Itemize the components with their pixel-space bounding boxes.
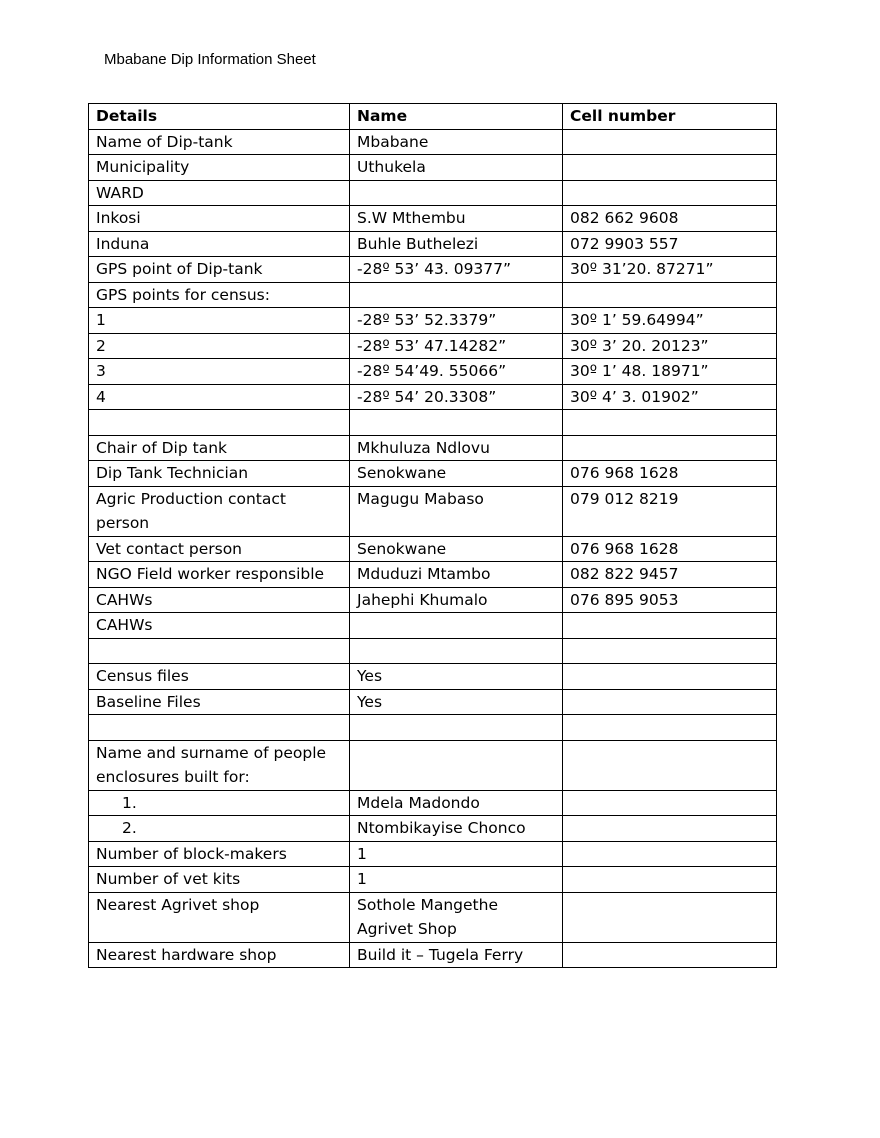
cell-number: 076 968 1628 bbox=[563, 461, 777, 487]
cell-name: Mkhuluza Ndlovu bbox=[350, 435, 563, 461]
cell-details: Chair of Dip tank bbox=[89, 435, 350, 461]
table-row bbox=[89, 867, 777, 893]
cell-number: 082 662 9608 bbox=[563, 206, 777, 232]
table-row bbox=[89, 664, 777, 690]
column-header-cell-number: Cell number bbox=[563, 104, 777, 130]
cell-number: 30º 3’ 20. 20123” bbox=[563, 333, 777, 359]
cell-details: Number of vet kits bbox=[89, 867, 350, 893]
cell-name: -28º 53’ 47.14282” bbox=[350, 333, 563, 359]
cell-details: Induna bbox=[89, 231, 350, 257]
table-row bbox=[89, 562, 777, 588]
cell-details: Inkosi bbox=[89, 206, 350, 232]
cell-name bbox=[350, 410, 563, 436]
cell-name: Yes bbox=[350, 664, 563, 690]
cell-name: -28º 53’ 52.3379” bbox=[350, 308, 563, 334]
table-row bbox=[89, 308, 777, 334]
cell-number bbox=[563, 715, 777, 741]
cell-name bbox=[350, 180, 563, 206]
cell-number: 079 012 8219 bbox=[563, 486, 777, 536]
cell-name: -28º 54’49. 55066” bbox=[350, 359, 563, 385]
table-row bbox=[89, 231, 777, 257]
cell-name bbox=[350, 282, 563, 308]
cell-details: Vet contact person bbox=[89, 536, 350, 562]
table-row bbox=[89, 942, 777, 968]
cell-number bbox=[563, 816, 777, 842]
table-row bbox=[89, 410, 777, 436]
cell-name: 1 bbox=[350, 841, 563, 867]
table-row bbox=[89, 359, 777, 385]
cell-number bbox=[563, 892, 777, 942]
table-row bbox=[89, 613, 777, 639]
cell-details: Number of block-makers bbox=[89, 841, 350, 867]
column-header-name: Name bbox=[350, 104, 563, 130]
cell-number: 076 968 1628 bbox=[563, 536, 777, 562]
cell-details: 2. bbox=[89, 816, 350, 842]
cell-name: Magugu Mabaso bbox=[350, 486, 563, 536]
cell-number bbox=[563, 740, 777, 790]
table-row bbox=[89, 486, 777, 536]
cell-name: Build it – Tugela Ferry bbox=[350, 942, 563, 968]
cell-details: 3 bbox=[89, 359, 350, 385]
cell-name bbox=[350, 740, 563, 790]
cell-details: NGO Field worker responsible bbox=[89, 562, 350, 588]
cell-details: GPS points for census: bbox=[89, 282, 350, 308]
cell-number bbox=[563, 282, 777, 308]
table-row bbox=[89, 257, 777, 283]
cell-name: Mduduzi Mtambo bbox=[350, 562, 563, 588]
cell-number: 30º 31’20. 87271” bbox=[563, 257, 777, 283]
cell-details: Baseline Files bbox=[89, 689, 350, 715]
cell-details: GPS point of Dip-tank bbox=[89, 257, 350, 283]
cell-number bbox=[563, 942, 777, 968]
column-header-details: Details bbox=[89, 104, 350, 130]
cell-number bbox=[563, 613, 777, 639]
cell-details: Agric Production contact person bbox=[89, 486, 350, 536]
cell-details bbox=[89, 410, 350, 436]
table-row bbox=[89, 892, 777, 942]
cell-details: 4 bbox=[89, 384, 350, 410]
cell-number bbox=[563, 410, 777, 436]
table-row bbox=[89, 790, 777, 816]
cell-name: -28º 53’ 43. 09377” bbox=[350, 257, 563, 283]
cell-name: Jahephi Khumalo bbox=[350, 587, 563, 613]
cell-details: 1. bbox=[89, 790, 350, 816]
cell-name: Ntombikayise Chonco bbox=[350, 816, 563, 842]
cell-number bbox=[563, 867, 777, 893]
table-row bbox=[89, 282, 777, 308]
cell-name: S.W Mthembu bbox=[350, 206, 563, 232]
cell-details: Name and surname of people enclosures built for: bbox=[89, 740, 350, 790]
table-row bbox=[89, 816, 777, 842]
cell-number: 072 9903 557 bbox=[563, 231, 777, 257]
cell-name: Mdela Madondo bbox=[350, 790, 563, 816]
table-row bbox=[89, 740, 777, 790]
cell-name: Yes bbox=[350, 689, 563, 715]
page-title: Mbabane Dip Information Sheet bbox=[104, 51, 316, 68]
table-row bbox=[89, 435, 777, 461]
cell-details: Municipality bbox=[89, 155, 350, 181]
cell-details: CAHWs bbox=[89, 613, 350, 639]
table-row bbox=[89, 689, 777, 715]
cell-details: Census files bbox=[89, 664, 350, 690]
cell-details bbox=[89, 638, 350, 664]
cell-name: Senokwane bbox=[350, 536, 563, 562]
table-header-row bbox=[89, 104, 777, 130]
cell-details bbox=[89, 715, 350, 741]
table-body bbox=[89, 129, 777, 968]
cell-number: 082 822 9457 bbox=[563, 562, 777, 588]
cell-number: 30º 1’ 59.64994” bbox=[563, 308, 777, 334]
cell-details: Nearest Agrivet shop bbox=[89, 892, 350, 942]
table-row bbox=[89, 587, 777, 613]
cell-number bbox=[563, 129, 777, 155]
cell-details: 2 bbox=[89, 333, 350, 359]
cell-number: 076 895 9053 bbox=[563, 587, 777, 613]
cell-name: Senokwane bbox=[350, 461, 563, 487]
cell-details: Nearest hardware shop bbox=[89, 942, 350, 968]
cell-name: 1 bbox=[350, 867, 563, 893]
table-row bbox=[89, 333, 777, 359]
dip-information-table bbox=[88, 103, 777, 968]
table-row bbox=[89, 638, 777, 664]
cell-name bbox=[350, 638, 563, 664]
cell-details: Name of Dip-tank bbox=[89, 129, 350, 155]
cell-name: Uthukela bbox=[350, 155, 563, 181]
cell-name: Buhle Buthelezi bbox=[350, 231, 563, 257]
table-row bbox=[89, 841, 777, 867]
table-row bbox=[89, 384, 777, 410]
cell-number: 30º 4’ 3. 01902” bbox=[563, 384, 777, 410]
cell-details: CAHWs bbox=[89, 587, 350, 613]
cell-number bbox=[563, 155, 777, 181]
cell-name bbox=[350, 613, 563, 639]
cell-number: 30º 1’ 48. 18971” bbox=[563, 359, 777, 385]
table-row bbox=[89, 129, 777, 155]
cell-details: WARD bbox=[89, 180, 350, 206]
cell-number bbox=[563, 841, 777, 867]
cell-details: 1 bbox=[89, 308, 350, 334]
cell-name: -28º 54’ 20.3308” bbox=[350, 384, 563, 410]
cell-name: Sothole Mangethe Agrivet Shop bbox=[350, 892, 563, 942]
cell-details: Dip Tank Technician bbox=[89, 461, 350, 487]
cell-name bbox=[350, 715, 563, 741]
table-row bbox=[89, 206, 777, 232]
table-row bbox=[89, 536, 777, 562]
cell-number bbox=[563, 638, 777, 664]
cell-number bbox=[563, 435, 777, 461]
cell-number bbox=[563, 180, 777, 206]
table-row bbox=[89, 461, 777, 487]
cell-number bbox=[563, 689, 777, 715]
cell-number bbox=[563, 790, 777, 816]
table-row bbox=[89, 715, 777, 741]
table-row bbox=[89, 155, 777, 181]
table-row bbox=[89, 180, 777, 206]
cell-name: Mbabane bbox=[350, 129, 563, 155]
cell-number bbox=[563, 664, 777, 690]
